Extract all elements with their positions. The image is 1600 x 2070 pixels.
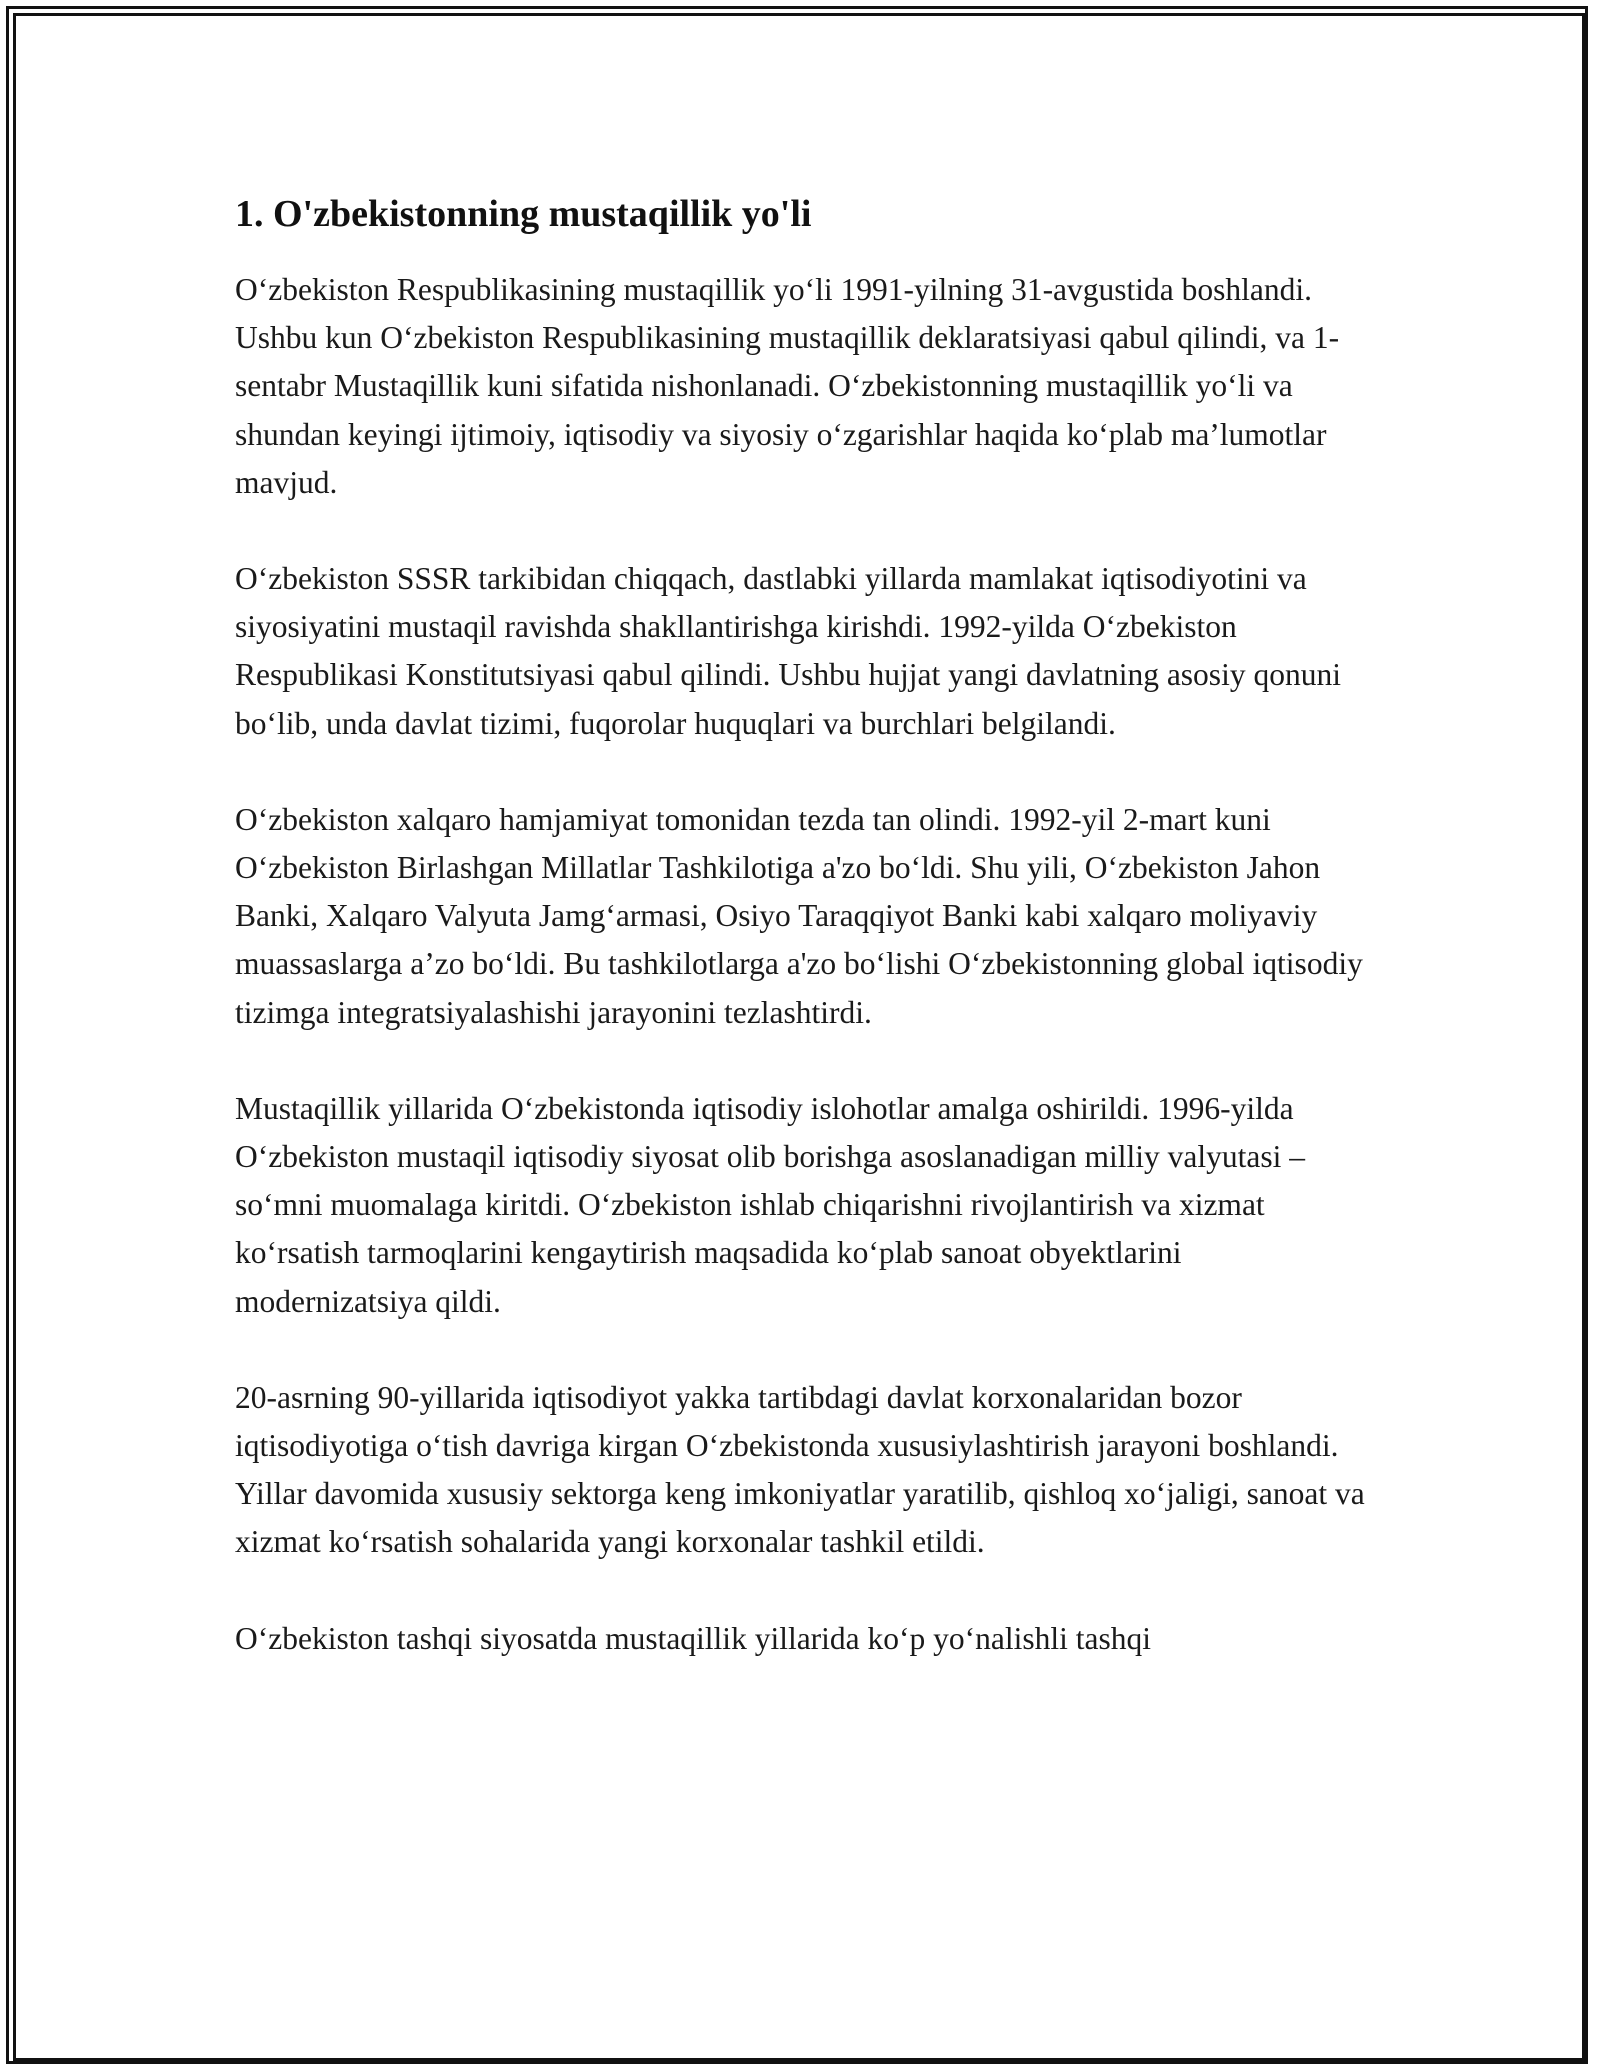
paragraph-6: O‘zbekiston tashqi siyosatda mustaqillik yillarida ko‘p yo‘nalishli tashqi (235, 1620, 1151, 1656)
document-body (235, 190, 1375, 1711)
page-title: 1. O'zbekistonning mustaqillik yo'li (235, 193, 812, 235)
paragraph-5: 20-asrning 90-yillarida iqtisodiyot yakka tartibdagi davlat korxonalaridan bozor iqtisodiyotiga o‘tish davriga kirgan O‘zbekistonda xususiylashtirish jarayoni boshlandi. Yillar davomida xususiy sektorga keng imkoniyatlar yaratilib, qishloq xo‘jaligi, sanoat va xizmat ko‘rsatish sohalarida yangi korxonalar tashkil etildi. (235, 1379, 1365, 1560)
paragraph-1: O‘zbekiston Respublikasining mustaqillik yo‘li 1991-yilning 31-avgustida boshlandi. Ushbu kun O‘zbekiston Respublikasining mustaqillik deklaratsiyasi qabul qilindi, va 1-sentabr Mustaqillik kuni sifatida nishonlanadi. O‘zbekistonning mustaqillik yo‘li va shundan keyingi ijtimoiy, iqtisodiy va siyosiy o‘zgarishlar haqida ko‘plab ma’lumotlar mavjud. (235, 272, 1340, 500)
paragraph-4: Mustaqillik yillarida O‘zbekistonda iqtisodiy islohotlar amalga oshirildi. 1996-yilda O‘zbekiston mustaqil iqtisodiy siyosat olib borishga asoslanadigan milliy valyutasi – so‘mni muomalaga kiritdi. O‘zbekiston ishlab chiqarishni rivojlantirish va xizmat ko‘rsatish tarmoqlarini kengaytirish maqsadida ko‘plab sanoat obyektlarini modernizatsiya qildi. (235, 1090, 1306, 1319)
paragraph-3: O‘zbekiston xalqaro hamjamiyat tomonidan tezda tan olindi. 1992-yil 2-mart kuni O‘zbekiston Birlashgan Millatlar Tashkilotiga a'zo bo‘ldi. Shu yili, O‘zbekiston Jahon Banki, Xalqaro Valyuta Jamg‘armasi, Osiyo Taraqqiyot Banki kabi xalqaro moliyaviy muassaslarga a’zo bo‘ldi. Bu tashkilotlarga a'zo bo‘lishi O‘zbekistonning global iqtisodiy tizimga integratsiyalashishi jarayonini tezlashtirdi. (235, 801, 1363, 1030)
paragraph-2: O‘zbekiston SSSR tarkibidan chiqqach, dastlabki yillarda mamlakat iqtisodiyotini va siyosiyatini mustaqil ravishda shakllantirishga kirishdi. 1992-yilda O‘zbekiston Respublikasi Konstitutsiyasi qabul qilindi. Ushbu hujjat yangi davlatning asosiy qonuni bo‘lib, unda davlat tizimi, fuqorolar huquqlari va burchlari belgilandi. (235, 561, 1341, 741)
